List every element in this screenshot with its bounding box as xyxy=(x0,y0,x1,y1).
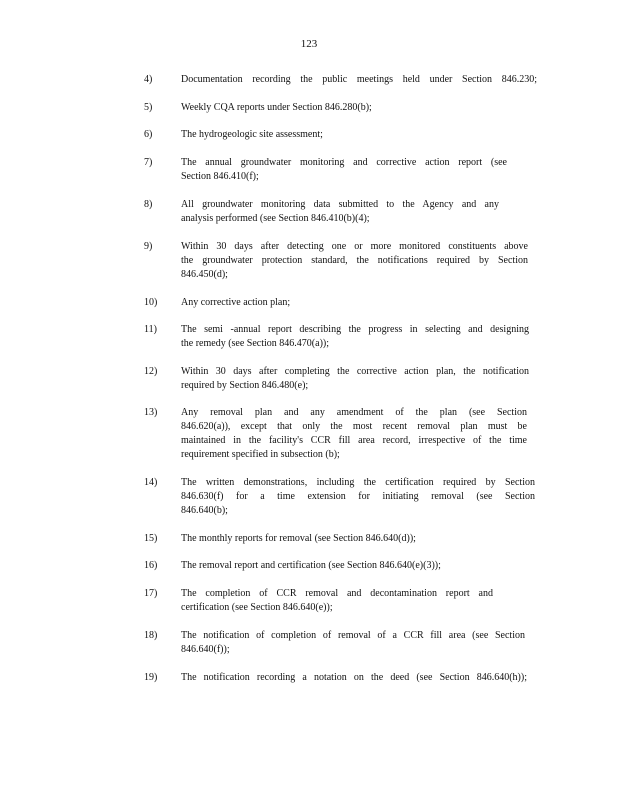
item-text xyxy=(181,296,537,310)
page-number: 123 xyxy=(300,38,318,50)
item-text xyxy=(181,101,537,115)
item-line: The semi -annual report describing the progress in selecting and designing xyxy=(181,324,529,335)
item-text xyxy=(181,476,535,518)
item-number: 5) xyxy=(144,102,153,113)
item-number: 6) xyxy=(144,129,153,140)
item-line: The notification recording a notation on the deed (see Section 846.640(h)); xyxy=(181,672,527,683)
item-number: 13) xyxy=(144,407,158,418)
item-line: Documentation recording the public meetings held under Section 846.230; xyxy=(181,74,537,85)
item-number: 4) xyxy=(144,74,153,85)
item-text xyxy=(181,73,537,87)
item-line: certification (see Section 846.640(e)); xyxy=(181,602,333,613)
item-line: The notification of completion of removal of a CCR fill area (see Section xyxy=(181,630,525,641)
item-number: 17) xyxy=(144,588,158,599)
item-line: The removal report and certification (see Section 846.640(e)(3)); xyxy=(181,560,441,571)
item-line: Section 846.410(f); xyxy=(181,171,259,182)
item-line: required by Section 846.480(e); xyxy=(181,380,309,391)
item-line: Within 30 days after detecting one or more monitored constituents above xyxy=(181,241,528,252)
item-number: 10) xyxy=(144,297,158,308)
item-number: 15) xyxy=(144,533,158,544)
item-number: 12) xyxy=(144,366,158,377)
item-text xyxy=(181,240,528,282)
item-text xyxy=(181,365,529,393)
item-line: 846.640(b); xyxy=(181,505,228,516)
item-number: 16) xyxy=(144,560,158,571)
item-text xyxy=(181,671,527,685)
item-line: The hydrogeologic site assessment; xyxy=(181,129,323,140)
item-text xyxy=(181,559,537,573)
item-line: requirement specified in subsection (b); xyxy=(181,449,340,460)
item-number: 7) xyxy=(144,157,153,168)
item-text xyxy=(181,156,507,184)
item-line: 846.640(f)); xyxy=(181,644,230,655)
item-line: Any removal plan and any amendment of the plan (see Section xyxy=(181,407,527,418)
item-line: Any corrective action plan; xyxy=(181,297,291,308)
item-line: 846.620(a)), except that only the most recent removal plan must be xyxy=(181,421,527,432)
item-text xyxy=(181,323,529,351)
item-line: maintained in the facility's CCR fill area record, irrespective of the time xyxy=(181,435,527,446)
item-number: 8) xyxy=(144,199,153,210)
item-line: 846.450(d); xyxy=(181,269,228,280)
item-line: The annual groundwater monitoring and corrective action report (see xyxy=(181,157,507,168)
item-line: analysis performed (see Section 846.410(b)(4); xyxy=(181,213,370,224)
item-text xyxy=(181,587,493,615)
item-line: All groundwater monitoring data submitted to the Agency and any xyxy=(181,199,499,210)
item-text xyxy=(181,629,525,657)
item-line: The monthly reports for removal (see Section 846.640(d)); xyxy=(181,533,416,544)
item-line: The written demonstrations, including the certification required by Section xyxy=(181,477,535,488)
item-line: Weekly CQA reports under Section 846.280(b); xyxy=(181,102,372,113)
item-number: 14) xyxy=(144,477,158,488)
item-number: 11) xyxy=(144,324,157,335)
item-line: 846.630(f) for a time extension for initiating removal (see Section xyxy=(181,491,535,502)
item-number: 9) xyxy=(144,241,153,252)
item-line: the groundwater protection standard, the notifications required by Section xyxy=(181,255,528,266)
item-text xyxy=(181,198,499,226)
item-number: 19) xyxy=(144,672,158,683)
item-text xyxy=(181,406,527,462)
item-text xyxy=(181,532,537,546)
item-text xyxy=(181,128,537,142)
item-number: 18) xyxy=(144,630,158,641)
item-line: Within 30 days after completing the corrective action plan, the notification xyxy=(181,366,529,377)
item-line: the remedy (see Section 846.470(a)); xyxy=(181,338,330,349)
item-line: The completion of CCR removal and decontamination report and xyxy=(181,588,493,599)
